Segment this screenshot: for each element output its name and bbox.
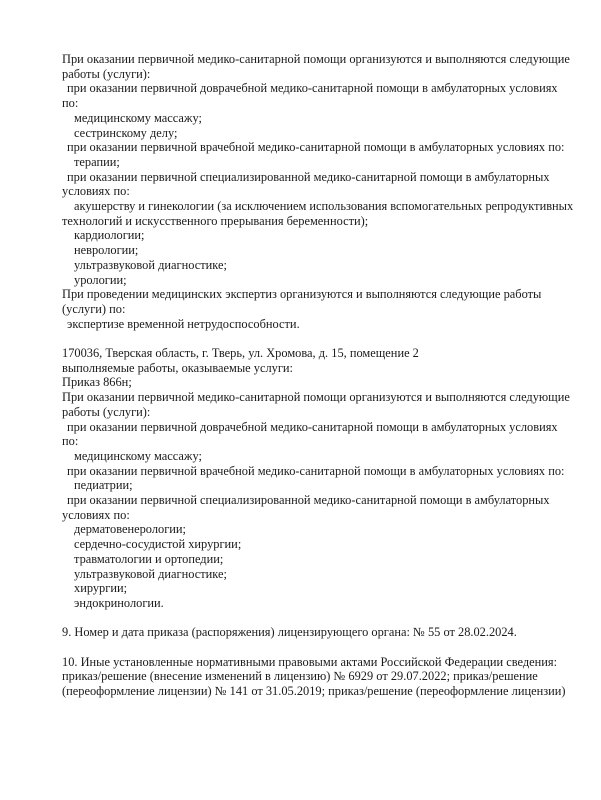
text-line: условиях по: [62,184,130,199]
text-line: при оказании первичной врачебной медико-санитарной помощи в амбулаторных условиях по: [67,463,565,478]
text-line: выполняемые работы, оказываемые услуги: [62,360,294,375]
text-line: 170036, Тверская область, г. Тверь, ул. Хромова, д. 15, помещение 2 [62,346,419,361]
text-line: приказ/решение (внесение изменений в лицензию) № 6929 от 29.07.2022; приказ/решение [62,669,538,684]
text-line: по: [62,96,79,111]
text-line: терапии; [74,154,120,169]
text-line: при оказании первичной специализированной медико-санитарной помощи в амбулаторных [67,493,550,508]
item-9-order-number [62,625,581,640]
text-line: по: [62,434,79,449]
text-line: (услуги) по: [62,301,126,316]
text-line: условиях по: [62,507,130,522]
text-line: При оказании первичной медико-санитарной помощи организуются и выполняются следующие [62,390,570,405]
text-line: работы (услуги): [62,404,151,419]
text-line: педиатрии; [74,478,133,493]
text-line: при оказании первичной специализированной медико-санитарной помощи в амбулаторных [67,169,550,184]
item-10-other-info [62,655,581,699]
text-line: при оказании первичной врачебной медико-санитарной помощи в амбулаторных условиях по: [67,140,565,155]
text-line: урологии; [74,272,127,287]
text-line: технологий и искусственного прерывания беременности); [62,213,369,228]
text-line: хирургии; [74,581,128,596]
text-line: неврологии; [74,243,139,258]
text-line: при оказании первичной доврачебной медико-санитарной помощи в амбулаторных условиях [67,81,558,96]
text-line: акушерству и гинекологии (за исключением использования вспомогательных репродуктивных [74,199,574,214]
text-line: 9. Номер и дата приказа (распоряжения) лицензирующего органа: № 55 от 28.02.2024. [62,625,517,640]
text-line: медицинскому массажу; [74,448,202,463]
text-line: кардиологии; [74,228,145,243]
text-line: медицинскому массажу; [74,110,202,125]
text-line: сердечно-сосудистой хирургии; [74,537,242,552]
services-list-first-address [62,52,581,331]
text-line: При проведении медицинских экспертиз организуются и выполняются следующие работы [62,287,542,302]
document-content [62,52,581,699]
text-line: 10. Иные установленные нормативными правовыми актами Российской Федерации сведения: [62,654,558,669]
text-line: Приказ 866н; [62,375,132,390]
text-line: дерматовенерологии; [74,522,186,537]
text-line: (переоформление лицензии) № 141 от 31.05.2019; приказ/решение (переоформление лицензии) [62,684,566,699]
text-line: травматологии и ортопедии; [74,551,224,566]
services-list-second-address [62,346,581,611]
text-line: ультразвуковой диагностике; [74,257,227,272]
text-line: работы (услуги): [62,66,151,81]
text-line: эндокринологии. [74,596,164,610]
text-line: экспертизе временной нетрудоспособности. [67,316,300,331]
text-line: сестринскому делу; [74,125,178,140]
text-line: ультразвуковой диагностике; [74,566,227,581]
text-line: При оказании первичной медико-санитарной помощи организуются и выполняются следующие [62,52,570,66]
text-line: при оказании первичной доврачебной медико-санитарной помощи в амбулаторных условиях [67,419,558,434]
